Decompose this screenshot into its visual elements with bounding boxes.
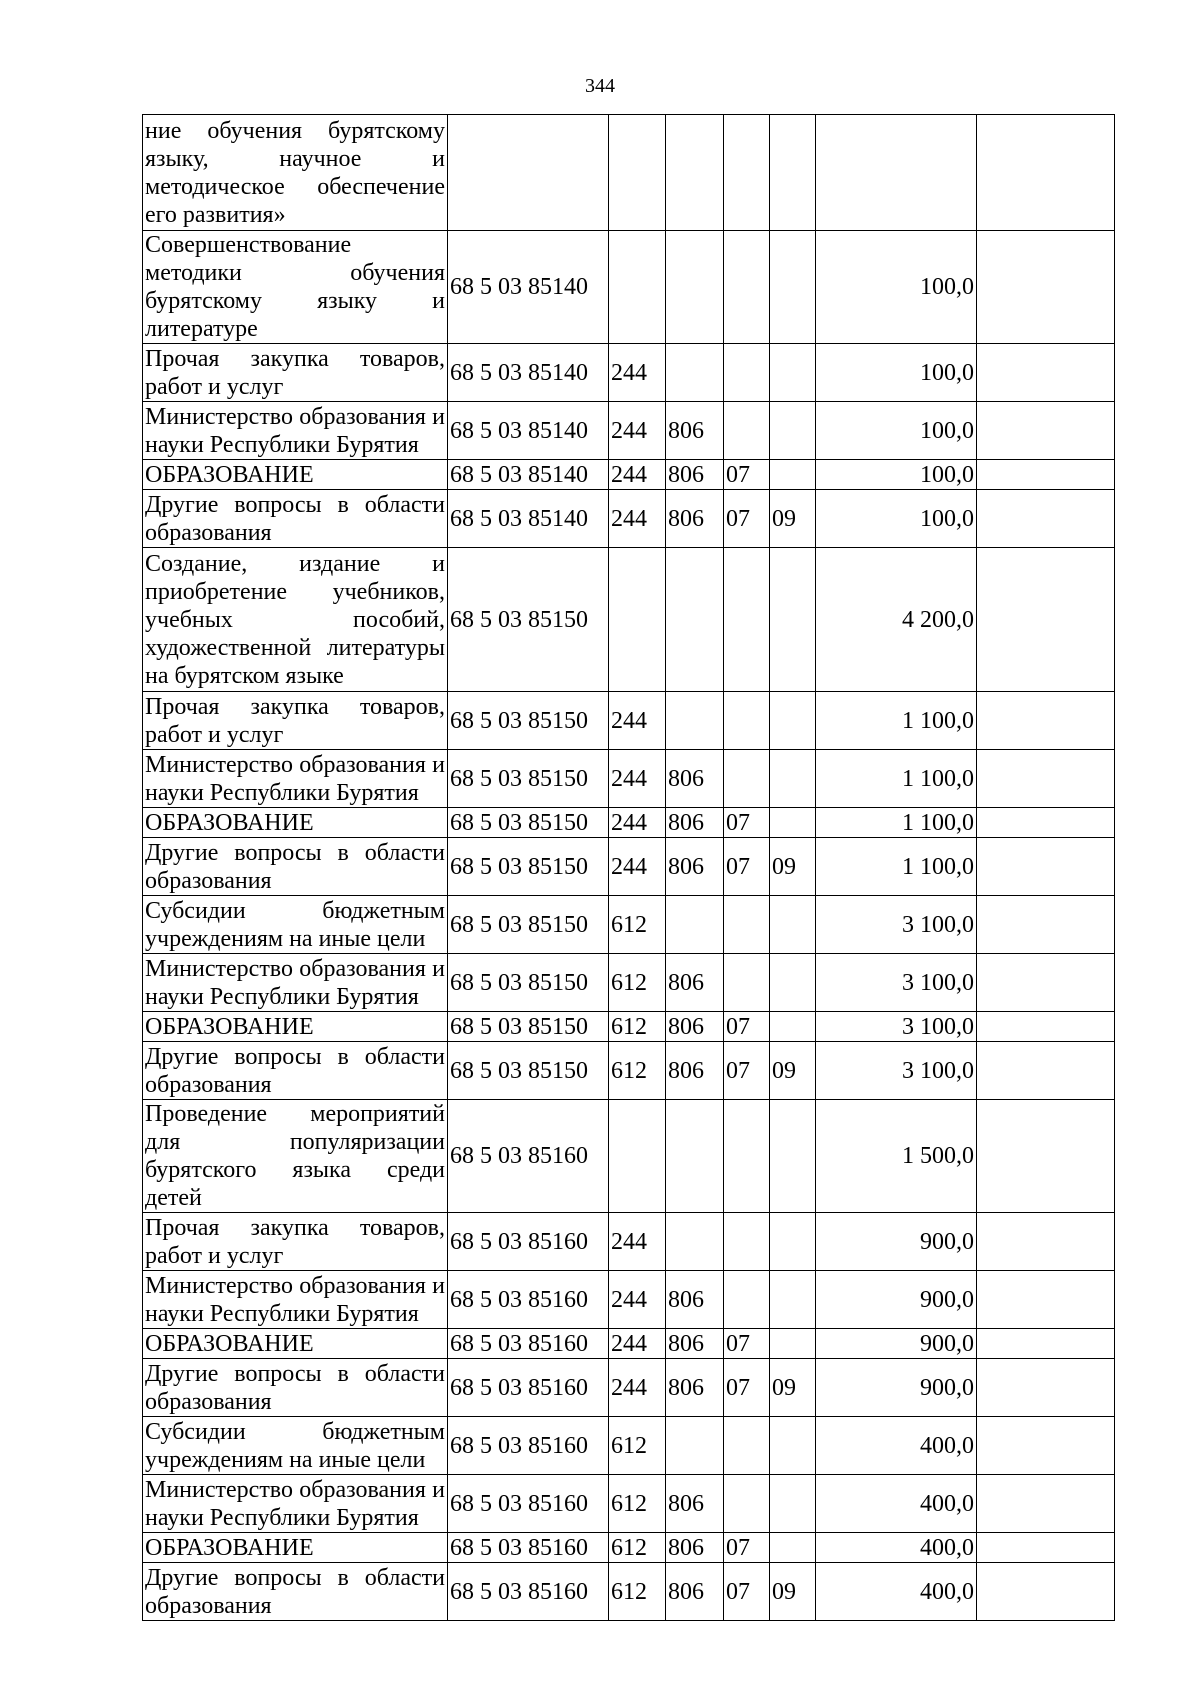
row-extra-cell: [977, 1475, 1115, 1533]
row-amount: 900,0: [816, 1329, 977, 1359]
row-ministry-code: [666, 344, 724, 402]
row-section: 07: [724, 490, 770, 548]
row-extra-cell: [977, 115, 1115, 231]
table-row: [143, 231, 1115, 344]
row-ministry-code: 806: [666, 1329, 724, 1359]
row-section: [724, 344, 770, 402]
row-name: Министерство образования и науки Республики Бурятия: [143, 750, 448, 808]
row-amount: 1 100,0: [816, 808, 977, 838]
row-name: Министерство образования и науки Республики Бурятия: [143, 1271, 448, 1329]
row-amount: 100,0: [816, 402, 977, 460]
row-section: [724, 1100, 770, 1213]
row-subsection: [770, 344, 816, 402]
row-code: 68 5 03 85140: [448, 402, 609, 460]
row-code: 68 5 03 85150: [448, 808, 609, 838]
row-expense-type: 244: [609, 838, 666, 896]
row-expense-type: 244: [609, 1359, 666, 1417]
row-expense-type: 612: [609, 1533, 666, 1563]
row-section: 07: [724, 1359, 770, 1417]
row-extra-cell: [977, 490, 1115, 548]
row-subsection: [770, 692, 816, 750]
row-name: Другие вопросы в области образования: [143, 1359, 448, 1417]
row-name: Субсидии бюджетным учреждениям на иные цели: [143, 896, 448, 954]
row-ministry-code: 806: [666, 1563, 724, 1621]
row-amount: 400,0: [816, 1533, 977, 1563]
row-extra-cell: [977, 692, 1115, 750]
row-name: Совершенствование методики обучения бурятскому языку и литературе: [143, 231, 448, 344]
row-expense-type: 244: [609, 1329, 666, 1359]
row-subsection: 09: [770, 490, 816, 548]
row-expense-type: 244: [609, 692, 666, 750]
table-row: [143, 838, 1115, 896]
row-section: 07: [724, 460, 770, 490]
row-section: 07: [724, 808, 770, 838]
row-name: ОБРАЗОВАНИЕ: [143, 1012, 448, 1042]
table-row: [143, 460, 1115, 490]
row-amount: 900,0: [816, 1271, 977, 1329]
row-name: Прочая закупка товаров, работ и услуг: [143, 344, 448, 402]
row-section: [724, 896, 770, 954]
row-extra-cell: [977, 460, 1115, 490]
row-ministry-code: 806: [666, 750, 724, 808]
row-code: 68 5 03 85160: [448, 1100, 609, 1213]
row-subsection: 09: [770, 1359, 816, 1417]
row-section: [724, 548, 770, 692]
row-extra-cell: [977, 402, 1115, 460]
row-name: Прочая закупка товаров, работ и услуг: [143, 692, 448, 750]
row-expense-type: 244: [609, 460, 666, 490]
row-subsection: [770, 1100, 816, 1213]
row-expense-type: 244: [609, 490, 666, 548]
row-subsection: [770, 1213, 816, 1271]
row-amount: 400,0: [816, 1417, 977, 1475]
row-amount: 900,0: [816, 1213, 977, 1271]
row-amount: 3 100,0: [816, 896, 977, 954]
row-name: Другие вопросы в области образования: [143, 838, 448, 896]
row-subsection: [770, 460, 816, 490]
row-amount: 100,0: [816, 460, 977, 490]
row-code: 68 5 03 85150: [448, 548, 609, 692]
row-code: 68 5 03 85140: [448, 460, 609, 490]
row-expense-type: 244: [609, 750, 666, 808]
row-section: 07: [724, 1533, 770, 1563]
table-row: [143, 1329, 1115, 1359]
row-extra-cell: [977, 1533, 1115, 1563]
row-code: 68 5 03 85150: [448, 954, 609, 1012]
row-ministry-code: [666, 231, 724, 344]
row-section: 07: [724, 1012, 770, 1042]
row-name: Другие вопросы в области образования: [143, 1563, 448, 1621]
table-row: [143, 1475, 1115, 1533]
row-expense-type: 244: [609, 808, 666, 838]
row-ministry-code: [666, 692, 724, 750]
row-code: [448, 115, 609, 231]
row-ministry-code: 806: [666, 1271, 724, 1329]
table-row: [143, 1213, 1115, 1271]
row-code: 68 5 03 85150: [448, 896, 609, 954]
row-subsection: [770, 1329, 816, 1359]
row-name: Прочая закупка товаров, работ и услуг: [143, 1213, 448, 1271]
row-amount: 100,0: [816, 344, 977, 402]
row-section: [724, 1417, 770, 1475]
row-section: [724, 1475, 770, 1533]
table-row: [143, 954, 1115, 1012]
row-ministry-code: [666, 115, 724, 231]
table-row: [143, 750, 1115, 808]
row-extra-cell: [977, 231, 1115, 344]
row-ministry-code: [666, 896, 724, 954]
row-amount: 100,0: [816, 231, 977, 344]
row-ministry-code: 806: [666, 808, 724, 838]
row-ministry-code: [666, 1213, 724, 1271]
row-subsection: [770, 954, 816, 1012]
row-subsection: [770, 750, 816, 808]
row-expense-type: 612: [609, 954, 666, 1012]
row-expense-type: 244: [609, 344, 666, 402]
row-extra-cell: [977, 838, 1115, 896]
row-amount: 1 500,0: [816, 1100, 977, 1213]
row-subsection: [770, 1012, 816, 1042]
row-code: 68 5 03 85150: [448, 750, 609, 808]
row-name: Министерство образования и науки Республики Бурятия: [143, 954, 448, 1012]
row-amount: 4 200,0: [816, 548, 977, 692]
table-row: [143, 1563, 1115, 1621]
row-ministry-code: [666, 548, 724, 692]
row-section: [724, 402, 770, 460]
row-ministry-code: 806: [666, 954, 724, 1012]
row-expense-type: 612: [609, 1012, 666, 1042]
row-section: [724, 231, 770, 344]
row-amount: 400,0: [816, 1563, 977, 1621]
row-extra-cell: [977, 1417, 1115, 1475]
table-row: [143, 1533, 1115, 1563]
row-amount: 1 100,0: [816, 750, 977, 808]
row-code: 68 5 03 85160: [448, 1329, 609, 1359]
row-name: Министерство образования и науки Республики Бурятия: [143, 1475, 448, 1533]
row-code: 68 5 03 85140: [448, 231, 609, 344]
row-extra-cell: [977, 808, 1115, 838]
row-section: 07: [724, 1329, 770, 1359]
row-code: 68 5 03 85160: [448, 1475, 609, 1533]
table-row: [143, 896, 1115, 954]
row-subsection: [770, 1533, 816, 1563]
table-row: [143, 692, 1115, 750]
row-subsection: [770, 808, 816, 838]
row-expense-type: 244: [609, 402, 666, 460]
row-subsection: [770, 896, 816, 954]
row-ministry-code: 806: [666, 1012, 724, 1042]
table-row: [143, 548, 1115, 692]
row-extra-cell: [977, 344, 1115, 402]
row-section: [724, 1271, 770, 1329]
row-extra-cell: [977, 1329, 1115, 1359]
row-expense-type: 612: [609, 896, 666, 954]
row-ministry-code: [666, 1100, 724, 1213]
table-row: [143, 1417, 1115, 1475]
row-amount: 400,0: [816, 1475, 977, 1533]
row-ministry-code: 806: [666, 838, 724, 896]
row-extra-cell: [977, 954, 1115, 1012]
row-section: [724, 750, 770, 808]
row-extra-cell: [977, 1042, 1115, 1100]
row-amount: [816, 115, 977, 231]
row-expense-type: 244: [609, 1271, 666, 1329]
row-name: ОБРАЗОВАНИЕ: [143, 1533, 448, 1563]
row-code: 68 5 03 85150: [448, 1042, 609, 1100]
row-expense-type: [609, 115, 666, 231]
row-amount: 3 100,0: [816, 954, 977, 1012]
row-section: 07: [724, 1563, 770, 1621]
row-code: 68 5 03 85160: [448, 1563, 609, 1621]
row-subsection: 09: [770, 1563, 816, 1621]
row-expense-type: 612: [609, 1042, 666, 1100]
table-row: [143, 808, 1115, 838]
table-row: [143, 115, 1115, 231]
row-subsection: [770, 1271, 816, 1329]
row-expense-type: [609, 1100, 666, 1213]
row-extra-cell: [977, 896, 1115, 954]
row-code: 68 5 03 85160: [448, 1417, 609, 1475]
row-section: [724, 954, 770, 1012]
row-section: [724, 1213, 770, 1271]
row-ministry-code: 806: [666, 402, 724, 460]
row-extra-cell: [977, 1213, 1115, 1271]
row-name: Проведение мероприятий для популяризации бурятского языка среди детей: [143, 1100, 448, 1213]
row-extra-cell: [977, 1359, 1115, 1417]
row-extra-cell: [977, 1563, 1115, 1621]
table-row: [143, 1359, 1115, 1417]
row-ministry-code: 806: [666, 1533, 724, 1563]
row-subsection: [770, 548, 816, 692]
row-expense-type: 612: [609, 1563, 666, 1621]
row-name: ние обучения бурятскому языку, научное и методическое обеспечение его развития»: [143, 115, 448, 231]
row-extra-cell: [977, 1271, 1115, 1329]
row-section: 07: [724, 838, 770, 896]
row-amount: 100,0: [816, 490, 977, 548]
row-code: 68 5 03 85140: [448, 344, 609, 402]
row-amount: 1 100,0: [816, 838, 977, 896]
row-amount: 3 100,0: [816, 1042, 977, 1100]
table-row: [143, 402, 1115, 460]
row-extra-cell: [977, 750, 1115, 808]
row-code: 68 5 03 85140: [448, 490, 609, 548]
row-section: [724, 115, 770, 231]
row-ministry-code: 806: [666, 1359, 724, 1417]
row-name: Другие вопросы в области образования: [143, 1042, 448, 1100]
row-subsection: [770, 1475, 816, 1533]
table-row: [143, 344, 1115, 402]
row-name: ОБРАЗОВАНИЕ: [143, 460, 448, 490]
row-amount: 3 100,0: [816, 1012, 977, 1042]
row-ministry-code: [666, 1417, 724, 1475]
row-expense-type: 244: [609, 1213, 666, 1271]
row-amount: 900,0: [816, 1359, 977, 1417]
row-ministry-code: 806: [666, 490, 724, 548]
row-ministry-code: 806: [666, 1475, 724, 1533]
table-row: [143, 1042, 1115, 1100]
row-extra-cell: [977, 1100, 1115, 1213]
row-subsection: [770, 402, 816, 460]
row-expense-type: 612: [609, 1417, 666, 1475]
table-body: [143, 115, 1115, 1621]
table-row: [143, 490, 1115, 548]
row-code: 68 5 03 85150: [448, 1012, 609, 1042]
row-expense-type: [609, 548, 666, 692]
row-name: Субсидии бюджетным учреждениям на иные цели: [143, 1417, 448, 1475]
row-extra-cell: [977, 548, 1115, 692]
row-code: 68 5 03 85160: [448, 1271, 609, 1329]
row-subsection: 09: [770, 838, 816, 896]
row-name: Министерство образования и науки Республики Бурятия: [143, 402, 448, 460]
budget-table: [142, 114, 1115, 1621]
row-ministry-code: 806: [666, 1042, 724, 1100]
row-code: 68 5 03 85160: [448, 1359, 609, 1417]
row-name: Создание, издание и приобретение учебников, учебных пособий, художественной литературы на бурятском языке: [143, 548, 448, 692]
row-subsection: [770, 1417, 816, 1475]
row-expense-type: 612: [609, 1475, 666, 1533]
row-name: ОБРАЗОВАНИЕ: [143, 1329, 448, 1359]
row-amount: 1 100,0: [816, 692, 977, 750]
page-number: 344: [585, 75, 615, 97]
table-row: [143, 1100, 1115, 1213]
row-code: 68 5 03 85160: [448, 1213, 609, 1271]
row-code: 68 5 03 85150: [448, 838, 609, 896]
table-row: [143, 1012, 1115, 1042]
row-ministry-code: 806: [666, 460, 724, 490]
row-code: 68 5 03 85150: [448, 692, 609, 750]
row-subsection: 09: [770, 1042, 816, 1100]
row-name: Другие вопросы в области образования: [143, 490, 448, 548]
row-section: 07: [724, 1042, 770, 1100]
row-name: ОБРАЗОВАНИЕ: [143, 808, 448, 838]
row-expense-type: [609, 231, 666, 344]
row-subsection: [770, 115, 816, 231]
row-section: [724, 692, 770, 750]
row-extra-cell: [977, 1012, 1115, 1042]
table-row: [143, 1271, 1115, 1329]
row-code: 68 5 03 85160: [448, 1533, 609, 1563]
row-subsection: [770, 231, 816, 344]
